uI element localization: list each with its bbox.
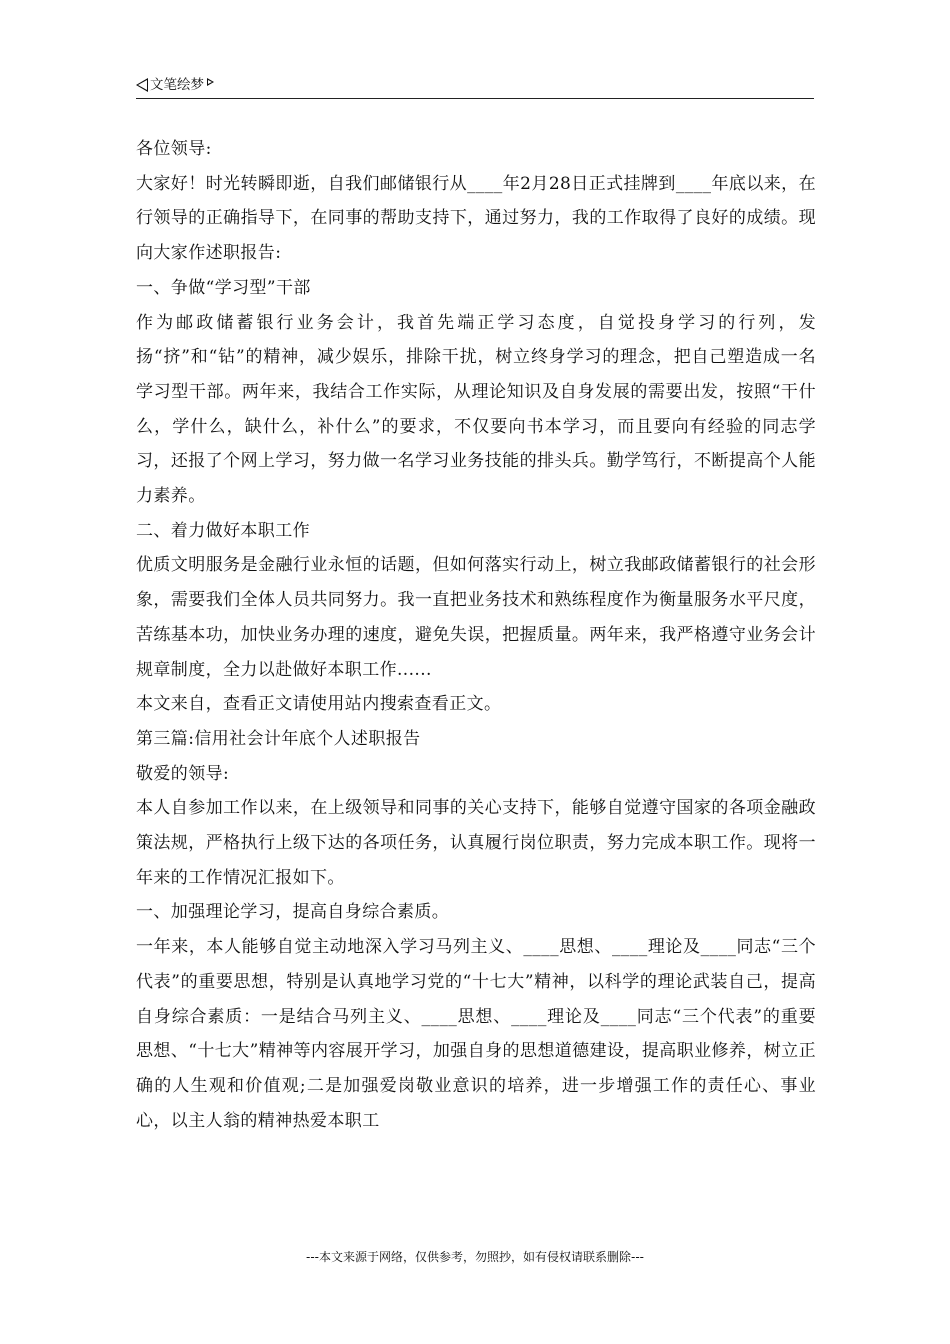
footer-disclaimer: ---本文来源于网络，仅供参考，勿照抄，如有侵权请联系删除--- <box>306 1250 644 1264</box>
article-title: 第三篇:信用社会计年底个人述职报告 <box>136 728 421 749</box>
section-paragraph-2: 优质文明服务是金融行业永恒的话题，但如何落实行动上，树立我邮政储蓄银行的社会形象，需要我们全体人员共同努力。我一直把业务技术和熟练程度作为衡量服务水平尺度，苦练基本功，加快业务办理的速度，避免失误，把握质量。两年来，我严格遵守业务会计规章制度，全力以赴做好本职工作...... <box>136 555 816 680</box>
right-triangle-icon <box>207 78 214 86</box>
intro-paragraph: 大家好！时光转瞬即逝，自我们邮储银行从____年2月28日正式挂牌到____年底以来，在行领导的正确指导下，在同事的帮助支持下，通过努力，我的工作取得了良好的成绩。现向大家作述职报告: <box>136 173 816 264</box>
section-heading-3: 一、加强理论学习，提高自身综合素质。 <box>136 902 450 923</box>
page-header <box>136 74 814 99</box>
logo-text: 文笔绘梦 <box>150 77 204 93</box>
source-note: 本文来自，查看正文请使用站内搜索查看正文。 <box>136 694 502 715</box>
header-logo <box>136 74 214 96</box>
salutation: 各位领导: <box>136 139 212 159</box>
section-paragraph-1: 作为邮政储蓄银行业务会计，我首先端正学习态度，自觉投身学习的行列，发扬“挤”和“钻”的精神，减少娱乐，排除干扰，树立终身学习的理念，把自己塑造成一名学习型干部。两年来，我结合工作实际，从理论知识及自身发展的需要出发，按照“干什么，学什么，缺什么，补什么”的要求，不仅要向书本学习，而且要向有经验的同志学习，还报了个网上学习，努力做一名学习业务技能的排头兵。勤学笃行，不断提高个人能力素养。 <box>136 312 816 507</box>
document-body <box>136 132 816 1138</box>
left-triangle-icon <box>136 78 148 92</box>
intro-paragraph-2: 本人自参加工作以来，在上级领导和同事的关心支持下，能够自觉遵守国家的各项金融政策法规，严格执行上级下达的各项任务，认真履行岗位职责，努力完成本职工作。现将一年来的工作情况汇报如下。 <box>136 798 816 888</box>
section-heading-1: 一、争做“学习型”干部 <box>136 277 311 298</box>
salutation-2: 敬爱的领导: <box>136 763 230 784</box>
section-heading-2: 二、着力做好本职工作 <box>136 520 310 541</box>
section-paragraph-3: 一年来，本人能够自觉主动地深入学习马列主义、____思想、____理论及____同志“三个代表”的重要思想，特别是认真地学习党的“十七大”精神，以科学的理论武装自己，提高自身综合素质：一是结合马列主义、____思想、____理论及____同志“三个代表”的重要思想、“十七大”精神等内容展开学习，加强自身的思想道德建设，提高职业修养，树立正确的人生观和价值观;二是加强爱岗敬业意识的培养，进一步增强工作的责任心、事业心，以主人翁的精神热爱本职工 <box>136 937 816 1131</box>
